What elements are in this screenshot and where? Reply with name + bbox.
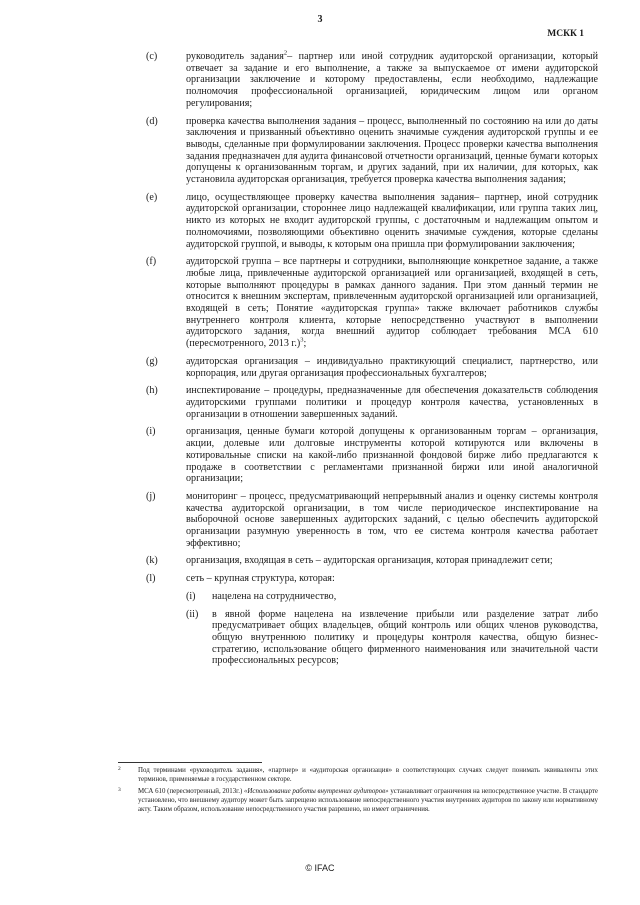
item-text: аудиторская организация – индивидуально практикующий специалист, партнерство, или корпорация, или другая организация профессиональных бухгалтеров; (186, 355, 598, 379)
definition-item-e (146, 192, 598, 251)
item-label: (k) (146, 555, 158, 567)
definition-item-h (146, 385, 598, 420)
definition-item-k (146, 555, 598, 567)
item-text: организация, входящая в сеть – аудиторская организация, которая принадлежит сети; (186, 555, 553, 567)
item-label: (l) (146, 573, 156, 585)
document-code: МСКК 1 (547, 29, 584, 39)
item-text: руководитель задания$^2$– партнер или иной сотрудник аудиторской организации, который отвечает за задание и его выполнение, а также за выпускаемое от имени аудиторской организации заключение и которому предоставлены, если необходимо, надлежащие полномочия профессиональной организацией, юридическим лицом или органом регулирования; (186, 49, 598, 109)
item-label: (i) (146, 426, 156, 438)
item-text: лицо, осуществляющее проверку качества выполнения задания– партнер, иной сотрудник аудиторской организации, стороннее лицо надлежащей квалификации, или группа таких лиц, никто из которых не входит аудиторской группы, с достаточным и надлежащим опытом и полномочиями, позволяющими объективно оценить значимые суждения, которые сделаны аудиторской группой, и выводы, к которым она пришла при формулировании заключения; (186, 191, 598, 250)
page-number: 3 (317, 14, 323, 25)
footnote-text: Под терминами «руководитель задания», «партнер» и «аудиторская организация» в соответствующих случаях следует понимать эквиваленты этих терминов, применяемые в государственном секторе. (138, 767, 598, 783)
subitem-text: нацелена на сотрудничество, (212, 590, 337, 602)
definition-item-i (146, 426, 598, 485)
definition-item-d (146, 116, 598, 186)
item-text: организация, ценные бумаги которой допущены к организованным торгам – организация, акции, долевые или долговые инструменты которой котируются или включены в котировальные списки на какой-либо признанной фондовой бирже либо предлагаются к продаже в соответствии с регламентами признанной биржи или иной аналогичной организации; (186, 426, 598, 485)
footnote-2 (118, 766, 598, 784)
subitem-ii (146, 609, 598, 668)
item-text: инспектирование – процедуры, предназначенные для обеспечения доказательств соблюдения аудиторскими группами политики и процедур контроля качества, установленных в организации в отношении завершенных заданий. (186, 385, 598, 420)
footnote-text: МСА 610 (пересмотренный, 2013г.) «Использование работы внутренних аудиторов» устанавливает ограничения на непосредственное участие. В стандарте установлено, что внешнему аудитору может быть запрещено использование непосредственного участия внутренних аудиторов по закону или нормативному акту. Таким образом, использование непосредственного участия разрешено, но имеет ограничения. (138, 788, 598, 813)
copyright-footer: © IFAC (305, 863, 335, 873)
item-label: (e) (146, 191, 158, 203)
item-label: (d) (146, 115, 158, 127)
subitem-label: (ii) (186, 608, 199, 620)
footnote-mark: 3 (118, 787, 121, 793)
item-text: аудиторской группа – все партнеры и сотрудники, выполняющие конкретное задание, а также любые лица, привлеченные аудиторской организацией или организацией, входящей в сеть, которые выполняют процедуры в рамках данного задания. При этом данный термин не относится к внешним экспертам, привлеченным аудиторской организацией или организацией, входящей в сеть; Понятие «аудиторская группа» также включает работников службы внутреннего контроля клиента, которые непосредственно участвуют в выполнении аудиторского задания, когда внешний аудитор соблюдает требования МСА 610 (пересмотренного, 2013 г.)$^3$; (186, 256, 598, 350)
footnote-divider (118, 762, 262, 763)
item-text: мониторинг – процесс, предусматривающий непрерывный анализ и оценку системы контроля качества аудиторской организации, в том числе периодическое инспектирование на выборочной основе завершенных аудиторских заданий, с целью обеспечить аудиторской организации разумную уверенность в том, что ее система контроля качества работает эффективно; (186, 490, 598, 549)
subitem-label: (i) (186, 590, 196, 602)
definition-item-j (146, 491, 598, 550)
subitem-text: в явной форме нацелена на извлечение прибыли или разделение затрат либо предусматривает общих владельцев, общий контроль или общих членов руководства, общую внутреннюю политику и процедуры контроля качества, общую бизнес-стратегию, использование общего фирменного наименования или значительной части профессиональных ресурсов; (212, 608, 598, 667)
item-text: сеть – крупная структура, которая: (186, 573, 335, 585)
footnote-ref[interactable]: 3 (300, 336, 304, 344)
definitions-list (146, 51, 598, 673)
item-text: проверка качества выполнения задания – процесс, выполненный по состоянию на или до даты заключения и призванный объективно оценить значимые суждения аудиторской группы и ее выводы, сделанные при формулировании заключения. Процесс проверки качества выполнения задания предназначен для аудита финансовой отчетности организаций, ценные бумаги которых допущены к организованным торгам, и других заданий, при их наличии, для которых, как установила аудиторская организация, требуется проверка качества выполнения задания; (186, 115, 598, 186)
footnote-mark: 2 (118, 766, 121, 772)
item-label: (h) (146, 385, 158, 397)
definition-item-f (146, 256, 598, 350)
subitem-i (146, 591, 598, 603)
definition-item-g (146, 356, 598, 379)
definition-item-l (146, 573, 598, 585)
standard-title: «Использование работы внутренних аудиторов» (243, 788, 389, 795)
footnote-ref[interactable]: 2 (283, 49, 288, 57)
item-label: (f) (146, 256, 157, 268)
footnote-3 (118, 787, 598, 814)
item-label: (g) (146, 355, 158, 367)
footnotes (118, 766, 598, 817)
definition-item-c (146, 51, 598, 110)
item-label: (c) (146, 51, 158, 62)
item-label: (j) (146, 490, 156, 502)
